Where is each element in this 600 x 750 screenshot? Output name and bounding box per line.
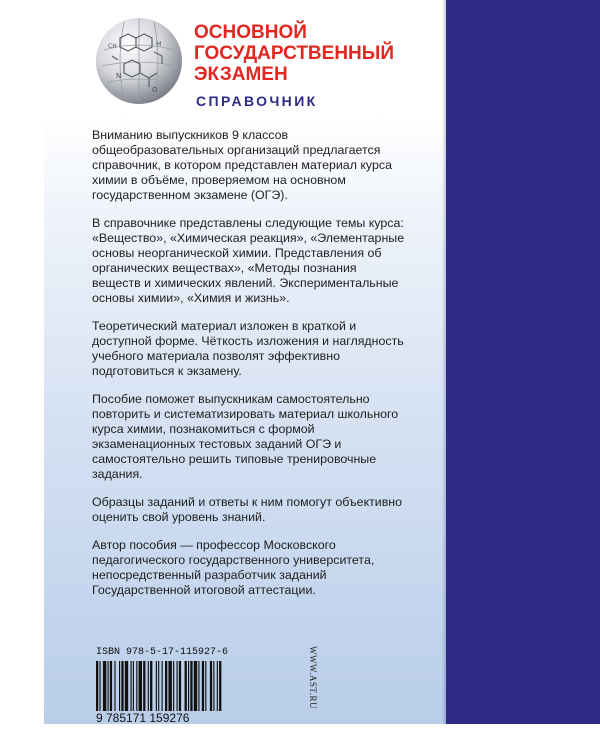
barcode-bar [156,661,157,711]
barcode-bar [99,661,100,711]
barcode-bar [194,661,197,711]
isbn-label: ISBN 978-5-17-115927-6 [96,647,229,658]
title-line-2: ГОСУДАРСТВЕННЫЙ [194,43,395,64]
title-line-1: ОСНОВНОЙ [194,22,307,43]
svg-text:H: H [156,40,162,48]
barcode-bar [139,661,142,711]
barcode-icon [96,661,288,711]
paragraph-benefits: Пособие поможет выпускникам самостоятельно повторить и систематизировать материал школьного курса химии, познакомиться с формой экзаменационных тестовых заданий ОГЭ и самостоятельно решить типовые тренировочные задания. [92,392,399,481]
barcode-bar [188,661,189,711]
barcode-bar [213,661,214,711]
barcode-bar [168,661,171,711]
barcode-bar [179,661,181,711]
barcode-bar [103,661,106,711]
barcode-bar [133,661,134,711]
barcode-bar [210,661,212,711]
molecule-globe-icon [94,16,184,106]
barcode-bar [173,661,174,711]
barcode-bar [217,661,218,711]
barcode-bar [108,661,109,711]
barcode-bar [162,661,163,711]
paragraph-intro: Вниманию выпускников 9 классов общеобразовательных организаций предлагается справочник, в котором представлен материал курса химии в объёме, проверяемом на основном государственном экзамене (ОГЭ). [92,128,392,202]
svg-text:N: N [116,72,122,80]
barcode-bar [136,661,137,711]
publisher-website: WWW.AST.RU [308,646,318,709]
barcode-bar [219,661,221,711]
title-line-3: ЭКЗАМЕН [194,64,288,85]
book-subtitle: СПРАВОЧНИК [196,93,318,109]
svg-text:O: O [152,86,158,94]
barcode-bar [125,661,128,711]
barcode-bar [119,661,120,711]
barcode-bar [205,661,206,711]
barcode-bar [190,661,192,711]
barcode-bar [150,661,152,711]
description-text [92,128,408,611]
barcode-digits: 9 785171 159276 [96,711,190,725]
barcode-bar [185,661,187,711]
barcode-bar [198,661,199,711]
paragraph-samples: Образцы заданий и ответы к ним помогут объективно оценить свой уровень знаний. [92,495,403,524]
barcode-bar [158,661,159,711]
barcode-bar [165,661,167,711]
barcode-bar [143,661,145,711]
barcode-bar [121,661,123,711]
exam-title [194,22,444,85]
book-spine [446,0,600,724]
paragraph-topics: В справочнике представлены следующие темы курса: «Вещество», «Химическая реакция», «Элементарные основы неорганической химии. Представления об органических веществах», «Методы познания веществ и химических явлений. Экспериментальные основы химии», «Химия и жизнь». [92,216,405,305]
barcode-bar [148,661,149,711]
paragraph-theory: Теоретический материал изложен в краткой и доступной форме. Чёткость изложения и наглядность учебного материала позволят эффективно подготовиться к экзамену. [92,319,404,378]
barcode-bar [114,661,115,711]
barcode-bar [177,661,178,711]
barcode-bar [110,661,112,711]
barcode-bar [131,661,132,711]
paragraph-author: Автор пособия — профессор Московского педагогического государственного университета, непосредственный разработчик заданий Государственной итоговой аттестации. [92,538,375,597]
barcode-bar [202,661,204,711]
barcode-bar [96,661,98,711]
svg-text:CH: CH [108,43,117,50]
